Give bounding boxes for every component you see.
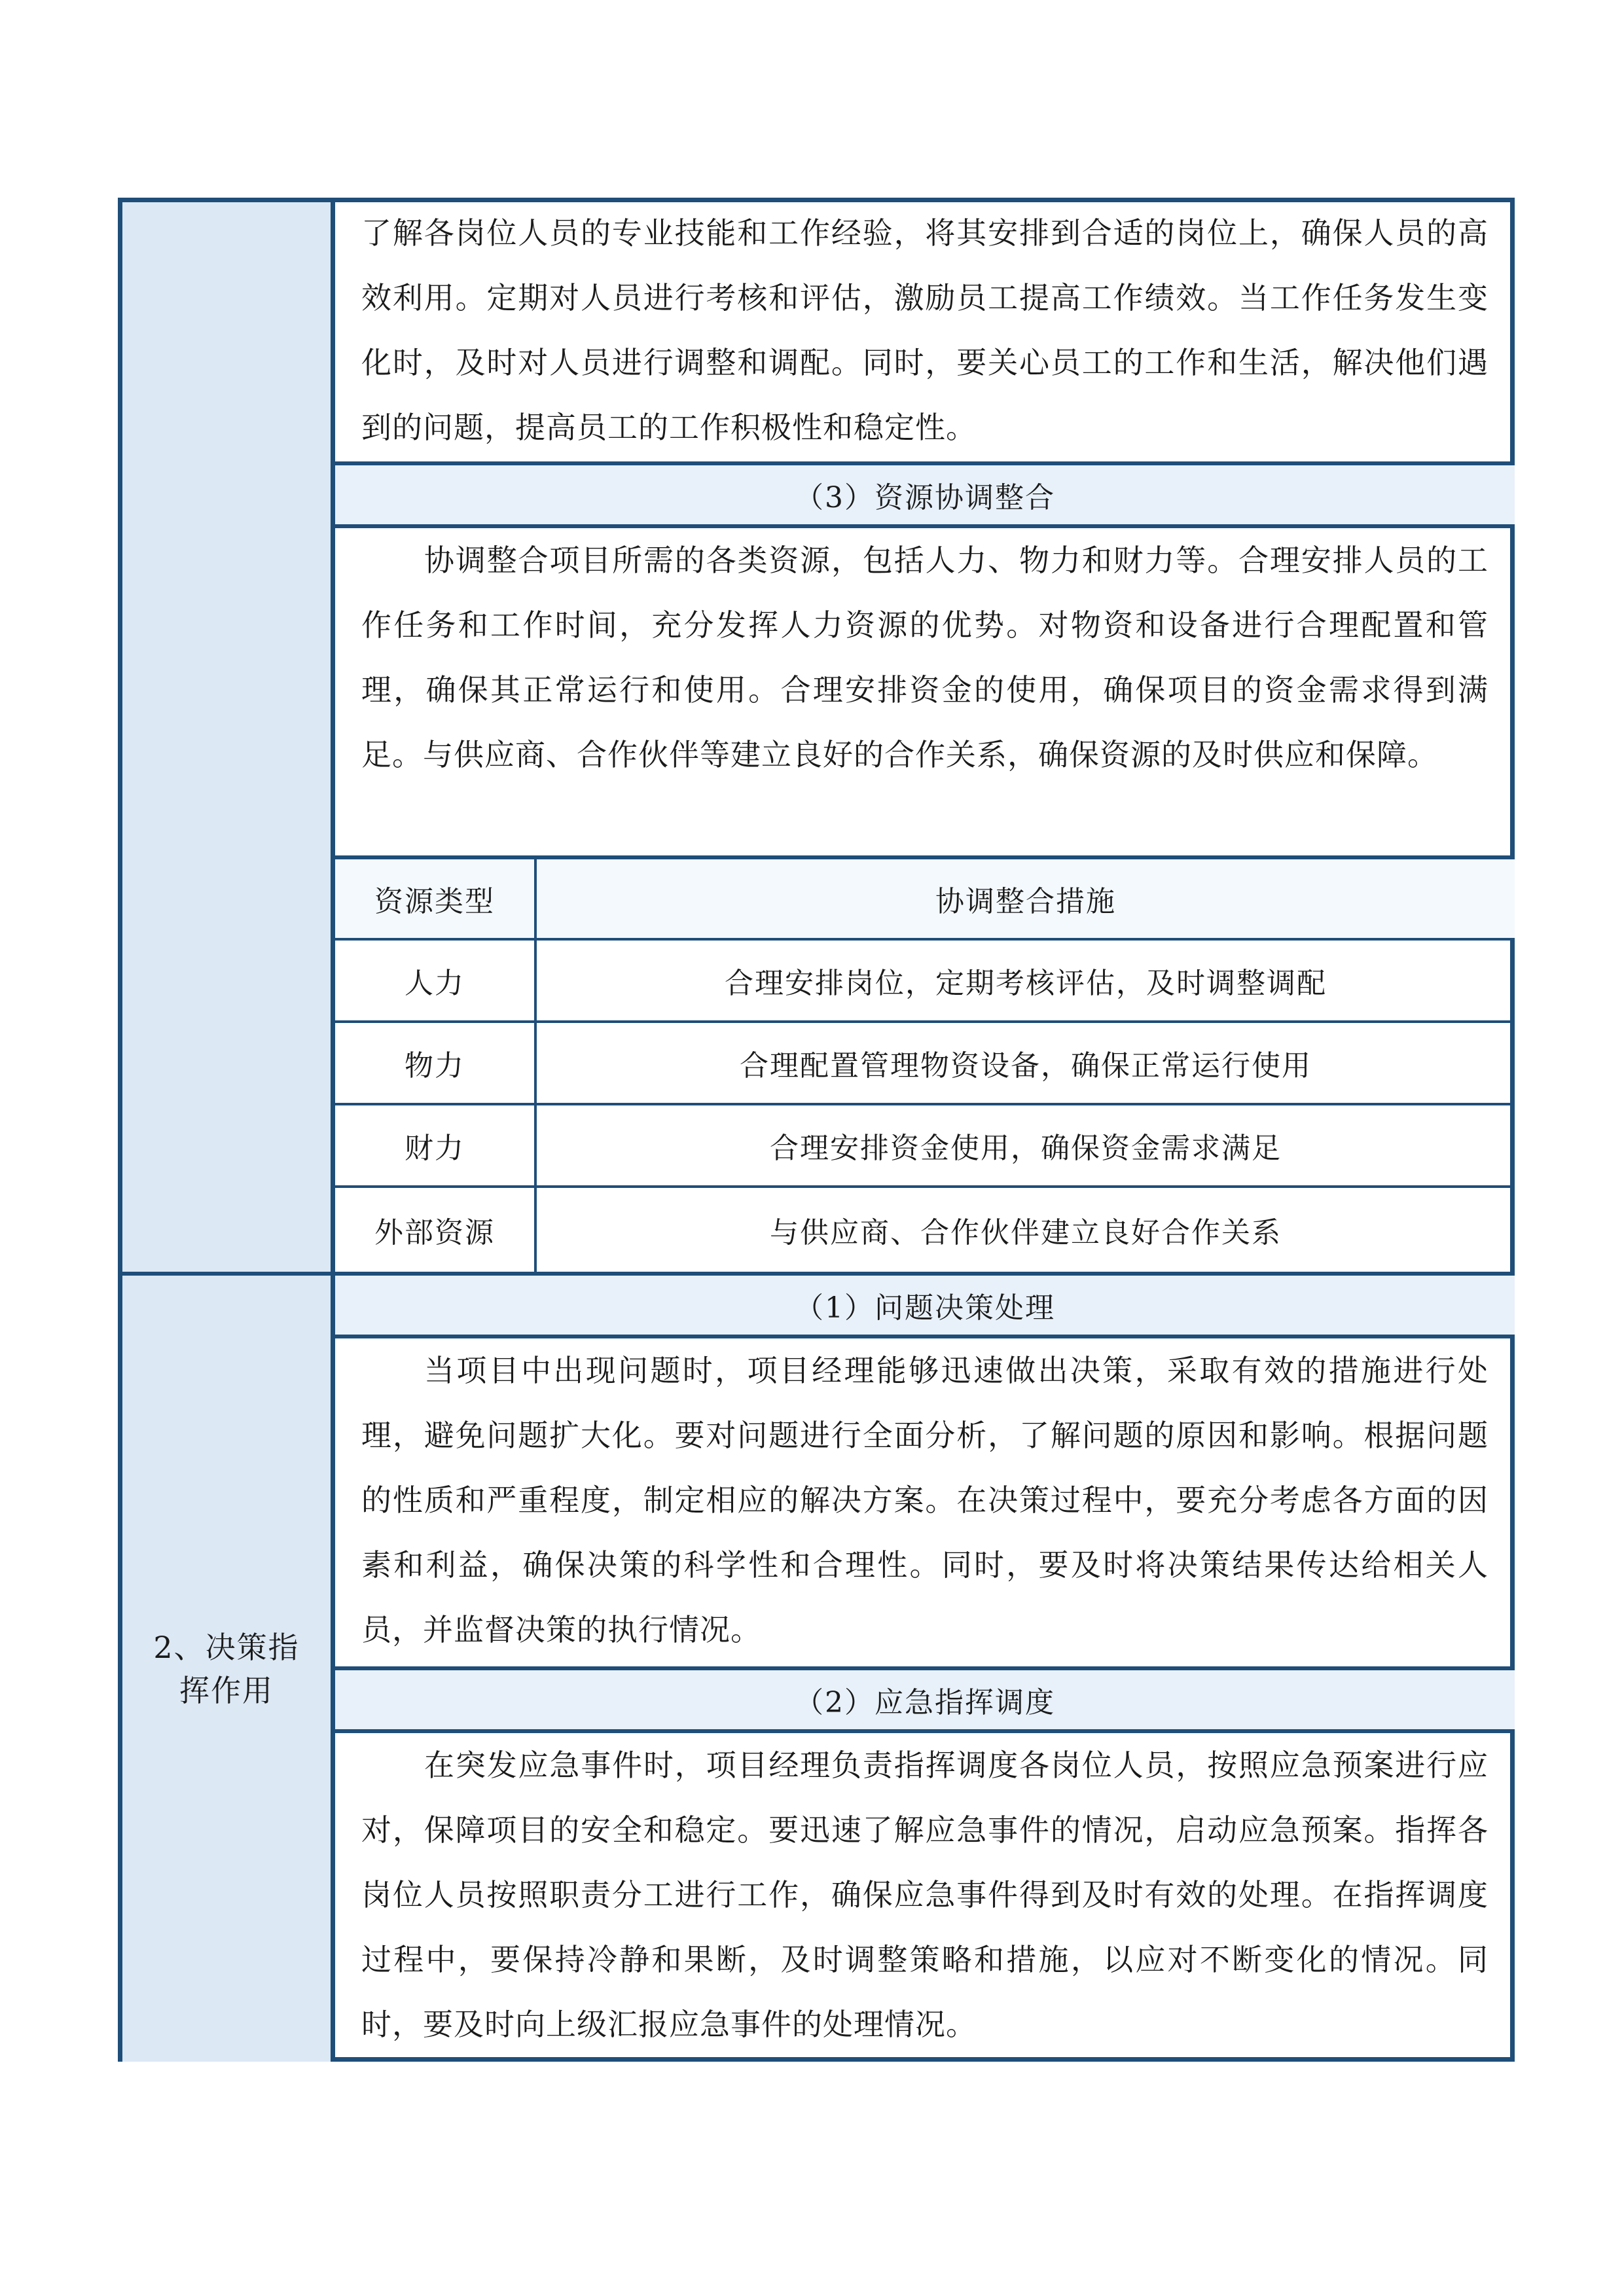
- divider: [335, 1335, 1515, 1338]
- main-table: [118, 198, 1515, 2062]
- table-row-measure: 与供应商、合作伙伴建立良好合作关系: [770, 1216, 1282, 1249]
- divider: [335, 1185, 1515, 1188]
- sub3-title: （3）资源协调整合: [335, 465, 1515, 524]
- sub1-paragraph: 当项目中出现问题时，项目经理能够迅速做出决策，采取有效的措施进行处理，避免问题扩大化。要对问题进行全面分析，了解问题的原因和影响。根据问题的性质和严重程度，制定相应的解决方案。在决策过程中，要充分考虑各方面的因素和利益，确保决策的科学性和合理性。同时，要及时将决策结果传达给相关人员，并监督决策的执行情况。: [361, 1353, 1489, 1647]
- divider: [335, 461, 1515, 465]
- table-row-type: 物力: [405, 1049, 465, 1083]
- divider: [534, 859, 537, 1272]
- section1-paragraph: 了解各岗位人员的专业技能和工作经验，将其安排到合适的岗位上，确保人员的高效利用。定期对人员进行考核和评估，激励员工提高工作绩效。当工作任务发生变化时，及时对人员进行调整和调配。同时，要关心员工的工作和生活，解决他们遇到的问题，提高员工的工作积极性和稳定性。: [361, 215, 1489, 445]
- table-row-type: 外部资源: [374, 1216, 495, 1249]
- sub1-title: （1）问题决策处理: [335, 1276, 1515, 1335]
- table-header-type: 资源类型: [335, 859, 534, 938]
- table-header-measure: 协调整合措施: [537, 859, 1515, 938]
- divider: [122, 1272, 1510, 1276]
- table-row-type: 人力: [405, 967, 465, 1000]
- divider: [335, 938, 1515, 941]
- section2-label: 2、决策指挥作用: [153, 1629, 300, 1708]
- divider: [331, 202, 335, 2057]
- section2-left-cell: [122, 1276, 331, 2062]
- sub2-title: （2）应急指挥调度: [335, 1670, 1515, 1729]
- table-row-measure: 合理安排资金使用，确保资金需求满足: [770, 1132, 1282, 1165]
- divider: [335, 1729, 1515, 1733]
- divider: [335, 524, 1515, 528]
- table-row-type: 财力: [405, 1132, 465, 1165]
- sub3-paragraph: 协调整合项目所需的各类资源，包括人力、物力和财力等。合理安排人员的工作任务和工作时间，充分发挥人力资源的优势。对物资和设备进行合理配置和管理，确保其正常运行和使用。合理安排资金的使用，确保项目的资金需求得到满足。与供应商、合作伙伴等建立良好的合作关系，确保资源的及时供应和保障。: [361, 543, 1489, 772]
- table-row-measure: 合理安排岗位，定期考核评估，及时调整调配: [725, 967, 1327, 1000]
- divider: [335, 855, 1515, 859]
- divider: [335, 1020, 1515, 1023]
- section1-left-cell: [122, 202, 331, 1272]
- sub2-paragraph: 在突发应急事件时，项目经理负责指挥调度各岗位人员，按照应急预案进行应对，保障项目的安全和稳定。要迅速了解应急事件的情况，启动应急预案。指挥各岗位人员按照职责分工进行工作，确保应急事件得到及时有效的处理。在指挥调度过程中，要保持冷静和果断，及时调整策略和措施，以应对不断变化的情况。同时，要及时向上级汇报应急事件的处理情况。: [361, 1748, 1489, 2042]
- divider: [335, 1666, 1515, 1670]
- divider: [335, 1103, 1515, 1105]
- table-row-measure: 合理配置管理物资设备，确保正常运行使用: [740, 1049, 1312, 1083]
